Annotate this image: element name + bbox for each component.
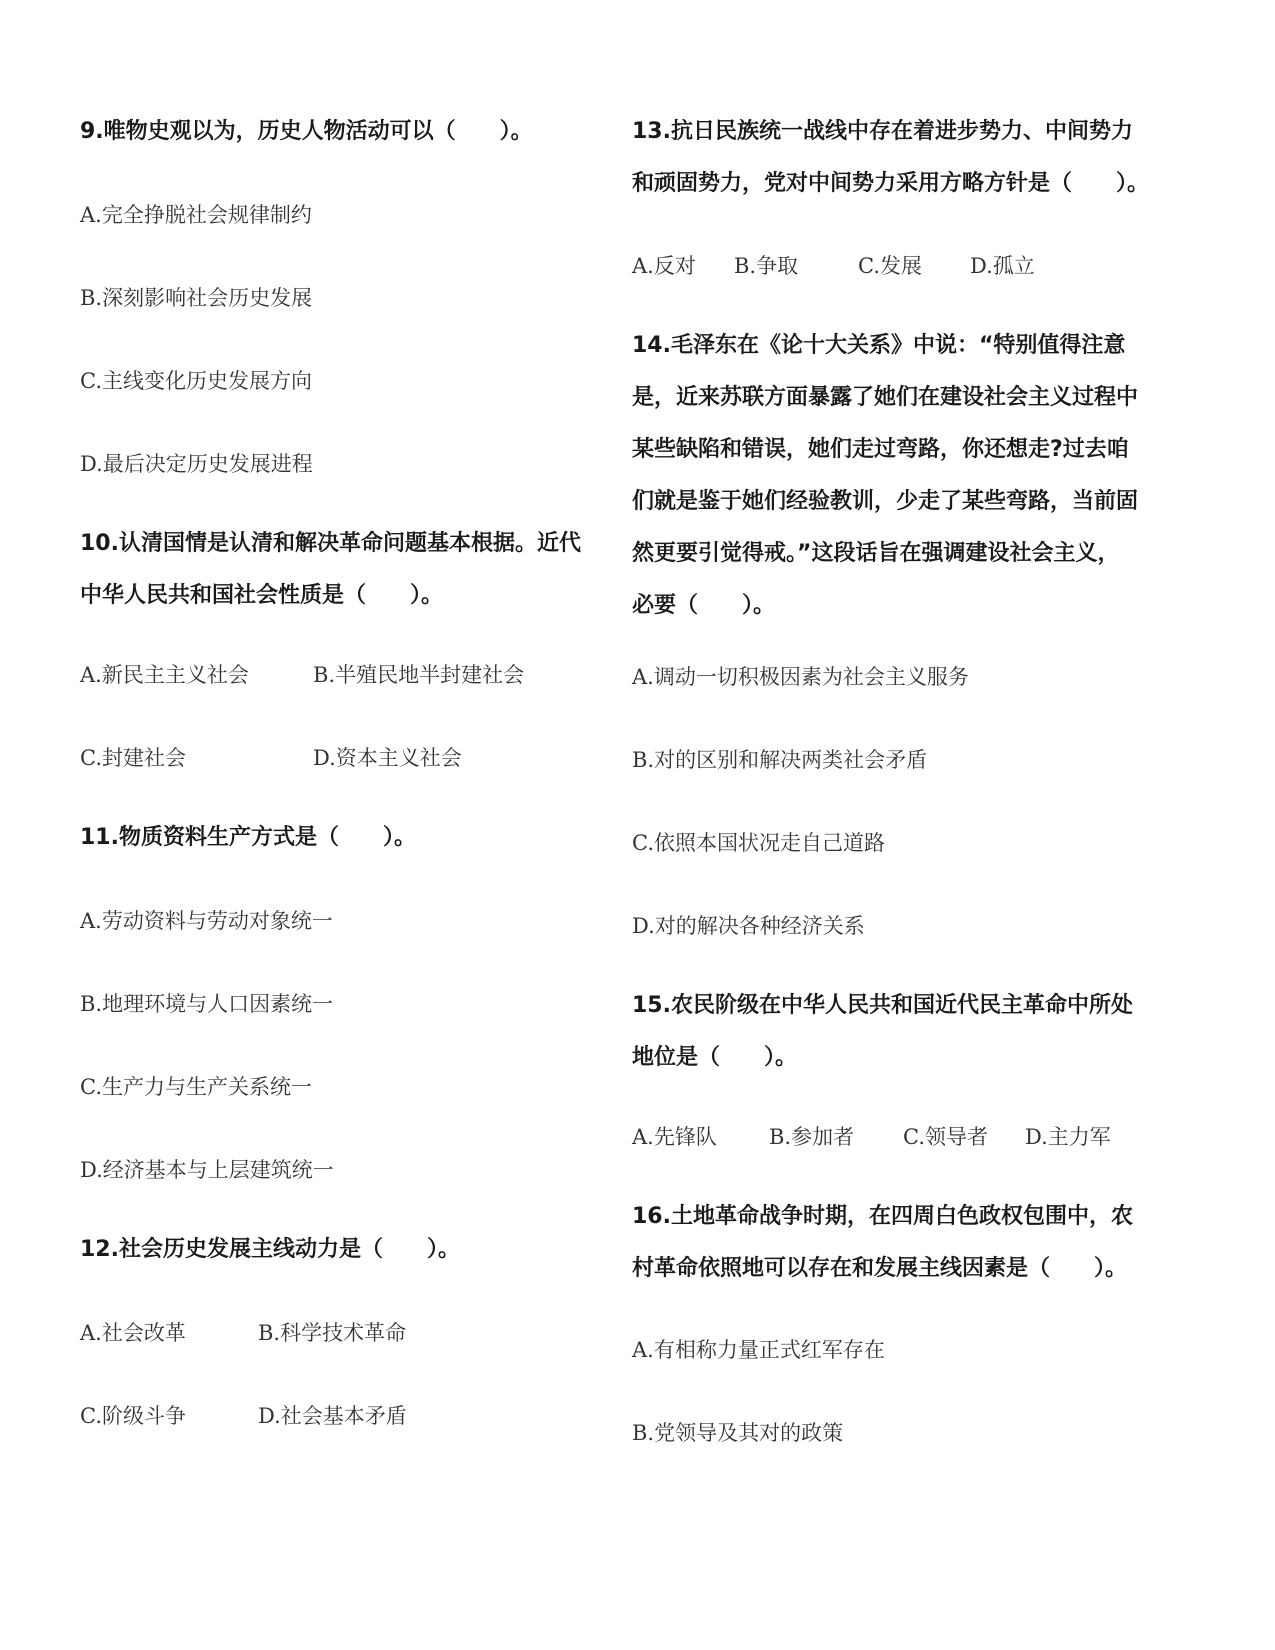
question-11-option-b: B.地理环境与人口因素统一 [80, 992, 334, 1016]
question-13-stem-line-1: 13.抗日民族统一战线中存在着进步势力、中间势力 [632, 119, 1133, 144]
question-12-option-b: B.科学技术革命 [258, 1321, 407, 1345]
question-16-stem-line-1: 16.土地革命战争时期，在四周白色政权包围中，农 [632, 1204, 1133, 1229]
question-13-option-d: D.孤立 [970, 254, 1035, 278]
question-9-option-c: C.主线变化历史发展方向 [80, 369, 312, 393]
question-15-option-c: C.领导者 [903, 1125, 988, 1149]
question-12-stem: 12.社会历史发展主线动力是（ ）。 [80, 1237, 460, 1262]
question-14-stem-line-2: 是，近来苏联方面暴露了她们在建设社会主义过程中 [632, 385, 1139, 410]
question-14-option-c: C.依照本国状况走自己道路 [632, 831, 885, 855]
question-10-stem-line-2: 中华人民共和国社会性质是（ ）。 [80, 583, 444, 608]
question-15-stem [632, 980, 1133, 1084]
question-16-stem-line-2: 村革命依照地可以存在和发展主线因素是（ ）。 [632, 1256, 1128, 1281]
question-11-option-a: A.劳动资料与劳动对象统一 [80, 909, 333, 933]
question-10-option-b: B.半殖民地半封建社会 [313, 663, 525, 687]
question-10-option-c: C.封建社会 [80, 746, 186, 770]
question-10-option-a: A.新民主主义社会 [80, 663, 249, 687]
question-11-option-d: D.经济基本与上层建筑统一 [80, 1158, 334, 1182]
question-13-option-c: C.发展 [858, 254, 922, 278]
question-14-stem-line-5: 然更要引觉得戒。”这段话旨在强调建设社会主义， [632, 541, 1120, 566]
question-14-option-a: A.调动一切积极因素为社会主义服务 [632, 665, 969, 689]
question-10-stem-line-1: 10.认清国情是认清和解决革命问题基本根据。近代 [80, 531, 581, 556]
question-12-option-d: D.社会基本矛盾 [258, 1404, 407, 1428]
question-14-stem-line-1: 14.毛泽东在《论十大关系》中说：“特别值得注意 [632, 333, 1126, 358]
question-13-option-b: B.争取 [734, 254, 799, 278]
question-12-option-a: A.社会改革 [80, 1321, 186, 1345]
question-10-stem [80, 518, 581, 622]
question-13-option-a: A.反对 [632, 254, 696, 278]
question-15-option-b: B.参加者 [769, 1125, 855, 1149]
question-14-option-b: B.对的区别和解决两类社会矛盾 [632, 748, 928, 772]
question-9-option-d: D.最后决定历史发展进程 [80, 452, 313, 476]
question-15-option-a: A.先锋队 [632, 1125, 717, 1149]
question-16-stem [632, 1191, 1133, 1295]
question-11-option-c: C.生产力与生产关系统一 [80, 1075, 312, 1099]
question-13-stem [632, 106, 1149, 210]
question-9-option-b: B.深刻影响社会历史发展 [80, 286, 313, 310]
question-14-stem-line-3: 某些缺陷和错误，她们走过弯路，你还想走?过去咱 [632, 437, 1129, 462]
question-15-stem-line-2: 地位是（ ）。 [632, 1045, 798, 1070]
question-14-stem [632, 320, 1138, 632]
question-14-stem-line-4: 们就是鉴于她们经验教训，少走了某些弯路，当前固 [632, 489, 1139, 514]
question-13-stem-line-2: 和顽固势力，党对中间势力采用方略方针是（ ）。 [632, 171, 1150, 196]
question-14-option-d: D.对的解决各种经济关系 [632, 914, 865, 938]
question-11-stem: 11.物质资料生产方式是（ ）。 [80, 825, 416, 850]
question-9-stem: 9.唯物史观以为，历史人物活动可以（ ）。 [80, 119, 533, 144]
question-16-option-a: A.有相称力量正式红军存在 [632, 1338, 885, 1362]
question-14-stem-line-6: 必要（ ）。 [632, 593, 776, 618]
question-16-option-b: B.党领导及其对的政策 [632, 1421, 844, 1445]
question-15-stem-line-1: 15.农民阶级在中华人民共和国近代民主革命中所处 [632, 993, 1133, 1018]
question-10-option-d: D.资本主义社会 [313, 746, 462, 770]
question-12-option-c: C.阶级斗争 [80, 1404, 186, 1428]
question-9-option-a: A.完全挣脱社会规律制约 [80, 203, 312, 227]
question-15-option-d: D.主力军 [1025, 1125, 1111, 1149]
